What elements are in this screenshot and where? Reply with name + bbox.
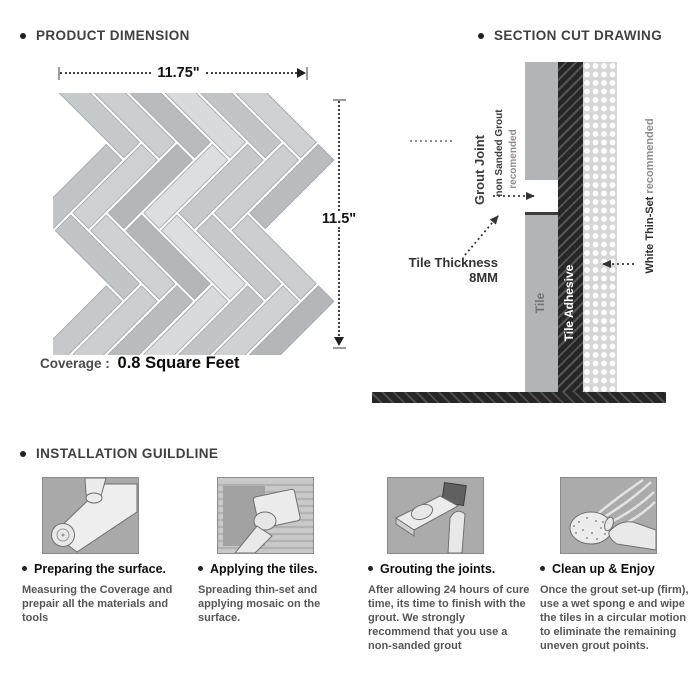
dimension-endcap <box>306 67 308 80</box>
cleanup-illustration <box>560 477 657 554</box>
grout-note-sub-label: recomended <box>508 129 519 189</box>
dotted-line <box>338 101 340 211</box>
herringbone-mosaic <box>53 93 335 355</box>
section-cut-title <box>478 28 662 43</box>
step-title-text: Grouting the joints. <box>380 562 496 576</box>
tile-label: Tile <box>533 292 547 314</box>
thinset-sub-text: recommended <box>644 118 656 194</box>
step-grouting <box>368 562 530 653</box>
arrow-right-icon <box>297 68 306 78</box>
height-dimension <box>316 99 362 349</box>
step-description: Measuring the Coverage and prepair all the materials and tools <box>22 584 173 624</box>
section-title-text: INSTALLATION GUILDLINE <box>36 446 219 461</box>
tile-thickness-value: 8MM <box>469 270 498 285</box>
thinset-bold-text: White Thin-Set <box>644 196 656 274</box>
callout-arrows <box>372 55 700 410</box>
step-title-text: Applying the tiles. <box>210 562 318 576</box>
step-title-text: Preparing the surface. <box>34 562 166 576</box>
product-dimension-title <box>20 28 190 43</box>
bullet-icon <box>540 566 545 571</box>
bullet-icon <box>22 566 27 571</box>
step-description: After allowing 24 hours of cure time, its time to finish with the grout. We strongly recommend that you use a non-sanded grout <box>368 584 530 652</box>
bullet-icon <box>368 566 373 571</box>
bullet-icon <box>478 33 484 39</box>
applying-tiles-illustration <box>217 477 314 554</box>
bullet-icon <box>198 566 203 571</box>
tile-thickness-arrow <box>465 216 498 255</box>
bullet-icon <box>20 33 26 39</box>
dotted-line <box>206 72 297 74</box>
arrow-down-icon <box>334 337 344 346</box>
step-description: Spreading thin-set and applying mosaic on the surface. <box>198 584 321 624</box>
dotted-line <box>60 72 151 74</box>
height-value: 11.5" <box>321 210 357 227</box>
coverage-line <box>40 354 240 373</box>
step-preparing <box>22 562 180 625</box>
section-title-text: SECTION CUT DRAWING <box>494 28 663 43</box>
grout-joint-label: Grout Joint <box>472 134 487 206</box>
coverage-label: Coverage : <box>40 356 110 371</box>
grout-note-label: non Sanded Grout <box>494 109 505 197</box>
grouting-joints-illustration <box>387 477 484 554</box>
section-title-text: PRODUCT DIMENSION <box>36 28 190 43</box>
step-applying <box>198 562 348 625</box>
coverage-value: 0.8 Square Feet <box>117 354 240 372</box>
dimension-endcap <box>333 347 346 349</box>
dotted-line <box>338 227 340 337</box>
bullet-icon <box>20 451 26 457</box>
tile-thickness-text: Tile Thickness <box>408 255 498 270</box>
step-title-text: Clean up & Enjoy <box>552 562 655 576</box>
width-dimension <box>58 65 308 81</box>
installation-title <box>20 446 218 461</box>
width-value: 11.75" <box>157 65 200 81</box>
tile-adhesive-label: Tile Adhesive <box>562 264 576 342</box>
preparing-surface-illustration <box>42 477 139 554</box>
step-description: Once the grout set-up (firm), use a wet spong e and wipe the tiles in a circular motion to eliminate the remaining uneven grout points. <box>540 584 689 652</box>
step-cleanup <box>540 562 692 653</box>
